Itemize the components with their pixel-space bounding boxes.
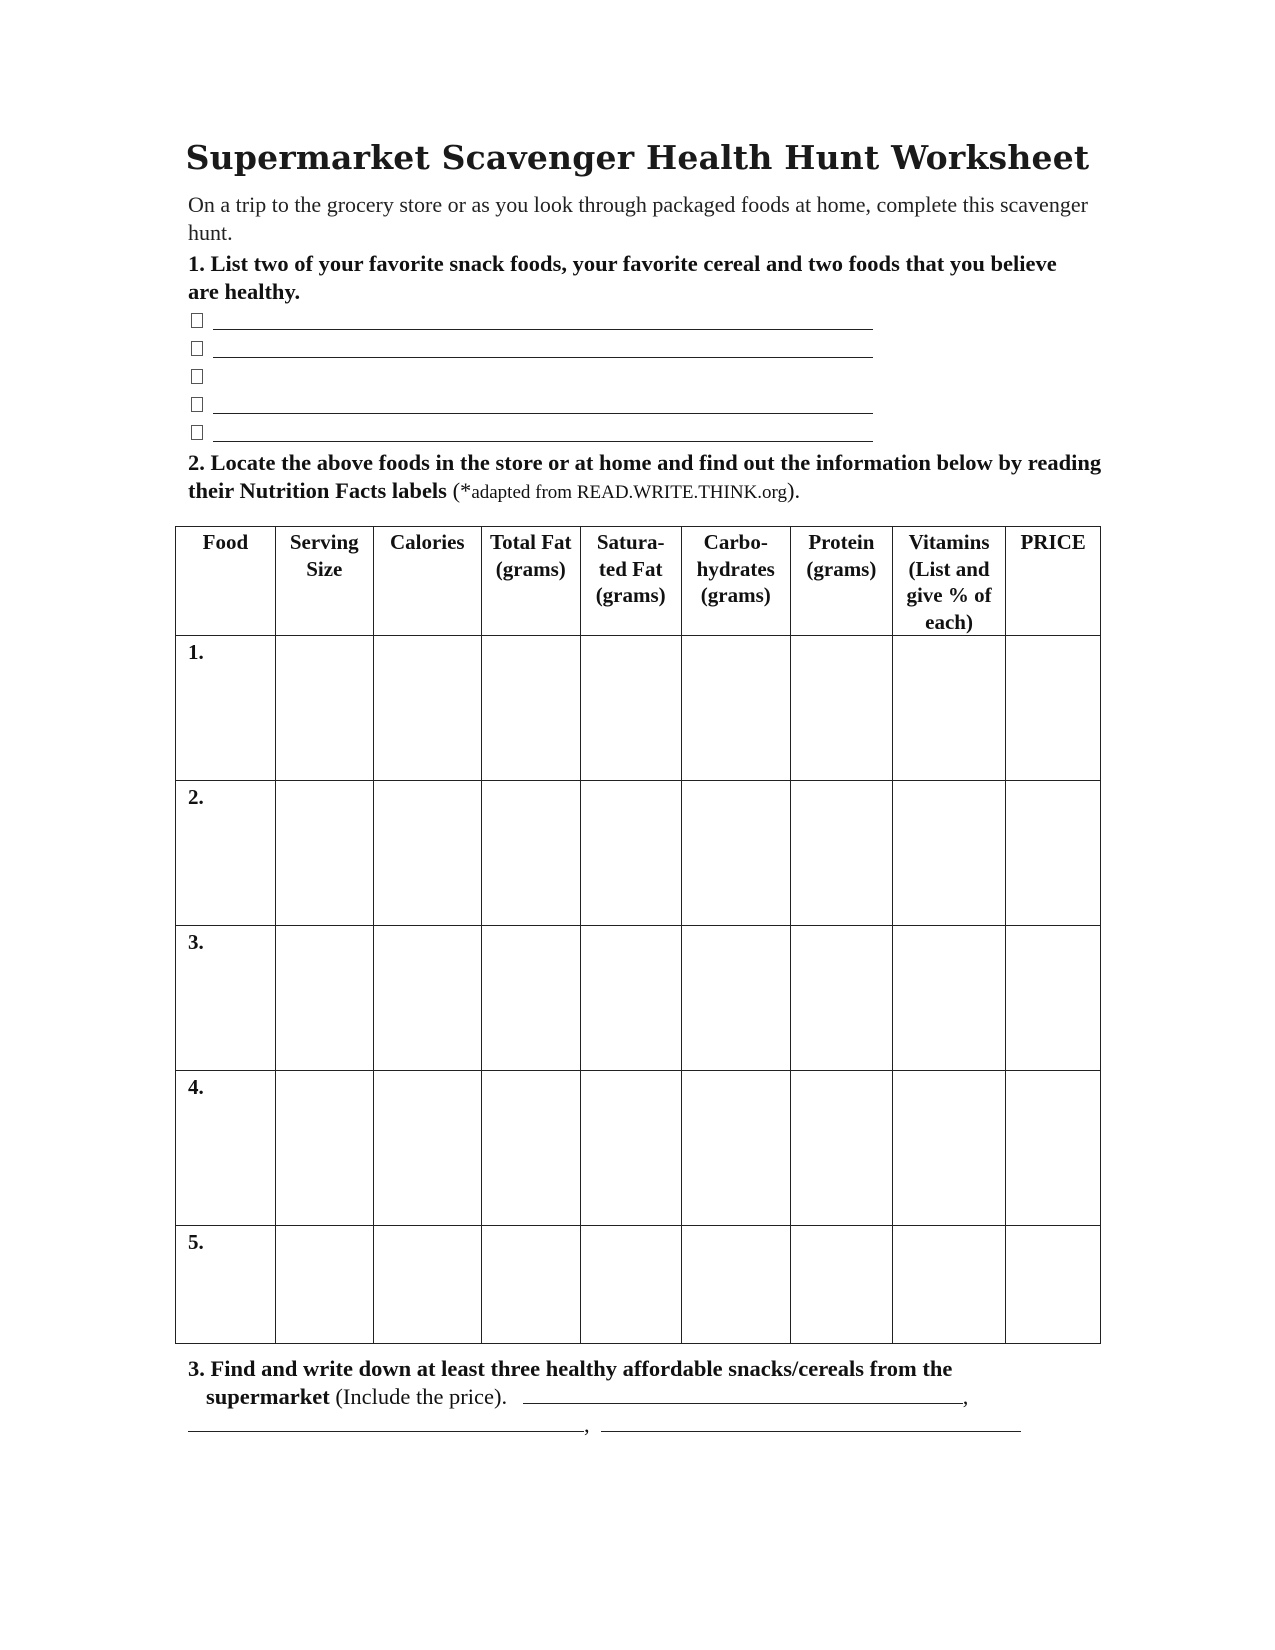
question-3-text: 3. Find and write down at least three healthy affordable snacks/cereals from the [188, 1356, 953, 1381]
table-cell[interactable] [481, 1071, 580, 1226]
answer-line[interactable] [601, 1413, 1021, 1432]
row-number: 2. [176, 781, 276, 926]
table-cell[interactable] [892, 1071, 1005, 1226]
list-item [188, 421, 888, 449]
table-cell[interactable] [275, 926, 373, 1071]
row-number: 1. [176, 636, 276, 781]
favorite-foods-list [188, 309, 888, 449]
table-cell[interactable] [892, 781, 1005, 926]
answer-line[interactable] [523, 1385, 963, 1404]
question-2 [188, 449, 1138, 507]
table-cell[interactable] [681, 1226, 790, 1344]
table-cell[interactable] [373, 1071, 481, 1226]
checkbox-icon[interactable] [191, 313, 203, 328]
table-row [176, 1226, 1101, 1344]
row-number: 5. [176, 1226, 276, 1344]
table-cell[interactable] [373, 636, 481, 781]
comma: , [584, 1412, 590, 1437]
table-cell[interactable] [790, 1071, 892, 1226]
header-total-fat: Total Fat (grams) [481, 527, 580, 636]
comma: , [962, 1384, 969, 1409]
table-row [176, 636, 1101, 781]
table-cell[interactable] [275, 1226, 373, 1344]
table-row [176, 781, 1101, 926]
table-cell[interactable] [790, 781, 892, 926]
checkbox-icon[interactable] [191, 341, 203, 356]
header-price: PRICE [1006, 527, 1101, 636]
table-cell[interactable] [373, 1226, 481, 1344]
answer-line[interactable] [188, 1413, 584, 1432]
table-cell[interactable] [275, 1071, 373, 1226]
table-cell[interactable] [892, 1226, 1005, 1344]
source-open: (* [446, 478, 472, 503]
table-cell[interactable] [681, 926, 790, 1071]
table-cell[interactable] [373, 781, 481, 926]
list-item [188, 337, 888, 365]
list-item [188, 393, 888, 421]
table-cell[interactable] [275, 636, 373, 781]
table-cell[interactable] [1006, 926, 1101, 1071]
question-3-supermarket: supermarket [206, 1384, 330, 1409]
table-cell[interactable] [481, 636, 580, 781]
header-saturated-fat: Satura- ted Fat (grams) [580, 527, 681, 636]
table-cell[interactable] [892, 636, 1005, 781]
table-cell[interactable] [681, 781, 790, 926]
header-carbohydrates: Carbo- hydrates (grams) [681, 527, 790, 636]
question-1: 1. List two of your favorite snack foods, your favorite cereal and two foods that you believe are healthy. [188, 251, 1057, 304]
table-cell[interactable] [790, 1226, 892, 1344]
list-item [188, 365, 888, 393]
row-number: 4. [176, 1071, 276, 1226]
table-cell[interactable] [681, 636, 790, 781]
table-cell[interactable] [681, 1071, 790, 1226]
header-vitamins: Vitamins (List and give % of each) [892, 527, 1005, 636]
table-row [176, 926, 1101, 1071]
intro-text: On a trip to the grocery store or as you look through packaged foods at home, complete this scavenger hunt. [188, 192, 1088, 245]
checkbox-icon[interactable] [191, 397, 203, 412]
worksheet-title: Supermarket Scavenger Health Hunt Worksheet [185, 138, 1090, 177]
table-cell[interactable] [1006, 636, 1101, 781]
answer-line[interactable] [213, 357, 873, 358]
table-cell[interactable] [580, 781, 681, 926]
row-number: 3. [176, 926, 276, 1071]
answer-line[interactable] [213, 441, 873, 442]
header-calories: Calories [373, 527, 481, 636]
header-protein: Protein (grams) [790, 527, 892, 636]
table-cell[interactable] [580, 1071, 681, 1226]
table-cell[interactable] [580, 926, 681, 1071]
table-cell[interactable] [481, 926, 580, 1071]
answer-line[interactable] [213, 413, 873, 414]
answer-line[interactable] [213, 329, 873, 330]
table-row [176, 1071, 1101, 1226]
checkbox-icon[interactable] [191, 425, 203, 440]
table-cell[interactable] [373, 926, 481, 1071]
table-cell[interactable] [1006, 1226, 1101, 1344]
table-cell[interactable] [580, 1226, 681, 1344]
table-cell[interactable] [1006, 781, 1101, 926]
table-cell[interactable] [1006, 1071, 1101, 1226]
list-item [188, 309, 888, 337]
table-cell[interactable] [580, 636, 681, 781]
header-food: Food [176, 527, 276, 636]
table-cell[interactable] [790, 636, 892, 781]
header-serving-size: Serving Size [275, 527, 373, 636]
table-header-row [176, 527, 1101, 636]
table-cell[interactable] [892, 926, 1005, 1071]
question-2-text: 2. Locate the above foods in the store or at home and find out the information below by reading their Nutrition Facts labels [188, 450, 1102, 503]
source-credit: adapted from READ.WRITE.THINK.org [471, 482, 788, 503]
question-3 [188, 1355, 1138, 1439]
table-cell[interactable] [481, 781, 580, 926]
table-cell[interactable] [481, 1226, 580, 1344]
source-close: ). [787, 478, 801, 503]
nutrition-facts-table [175, 526, 1101, 1344]
question-3-include-price: (Include the price). [329, 1384, 508, 1409]
table-cell[interactable] [790, 926, 892, 1071]
checkbox-icon[interactable] [191, 369, 203, 384]
table-cell[interactable] [275, 781, 373, 926]
